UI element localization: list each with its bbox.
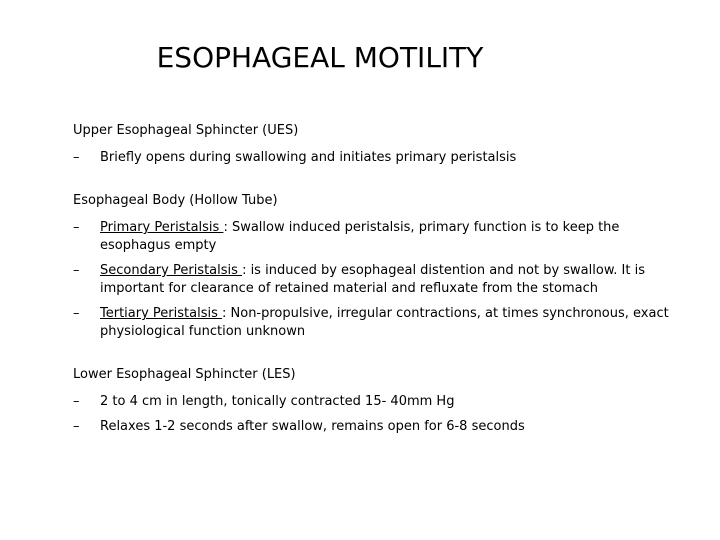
bullet-marker: – [73, 394, 80, 409]
bullet-list-ues [73, 149, 673, 167]
bullet-text: Briefly opens during swallowing and initiates primary peristalsis [100, 150, 517, 165]
slide-title: ESOPHAGEAL MOTILITY [156, 41, 484, 74]
bullet-text: : Swallow induced peristalsis, primary function is to keep the esophagus empty [100, 220, 620, 253]
bullet-text: Relaxes 1-2 seconds after swallow, remains open for 6-8 seconds [100, 419, 525, 434]
bullet-text: : Non-propulsive, irregular contractions, at times synchronous, exact physiological function unknown [100, 306, 669, 339]
bullet-marker: – [73, 306, 80, 321]
bullet-marker: – [73, 150, 80, 165]
bullet-marker: – [73, 419, 80, 434]
bullet-secondary-peristalsis [73, 262, 673, 298]
section-heading-ues: Upper Esophageal Sphincter (UES) [73, 123, 299, 138]
bullet-list-body [73, 219, 673, 341]
bullet-text: 2 to 4 cm in length, tonically contracted 15- 40mm Hg [100, 394, 455, 409]
bullet-les-1 [73, 393, 673, 411]
bullet-marker: – [73, 263, 80, 278]
section-heading-body: Esophageal Body (Hollow Tube) [73, 193, 278, 208]
term-primary-peristalsis: Primary Peristalsis [100, 220, 224, 235]
bullet-ues-1 [73, 149, 673, 167]
bullet-text: : is induced by esophageal distention and not by swallow. It is important for clearance of retained material and refluxate from the stomach [100, 263, 645, 296]
bullet-tertiary-peristalsis [73, 305, 673, 341]
section-ues [73, 122, 673, 167]
slide-content [73, 122, 673, 436]
bullet-les-2 [73, 418, 673, 436]
bullet-marker: – [73, 220, 80, 235]
term-secondary-peristalsis: Secondary Peristalsis [100, 263, 243, 278]
section-esophageal-body [73, 192, 673, 341]
bullet-primary-peristalsis [73, 219, 673, 255]
section-heading-les: Lower Esophageal Sphincter (LES) [73, 367, 296, 382]
section-les [73, 366, 673, 436]
bullet-list-les [73, 393, 673, 436]
term-tertiary-peristalsis: Tertiary Peristalsis [100, 306, 222, 321]
